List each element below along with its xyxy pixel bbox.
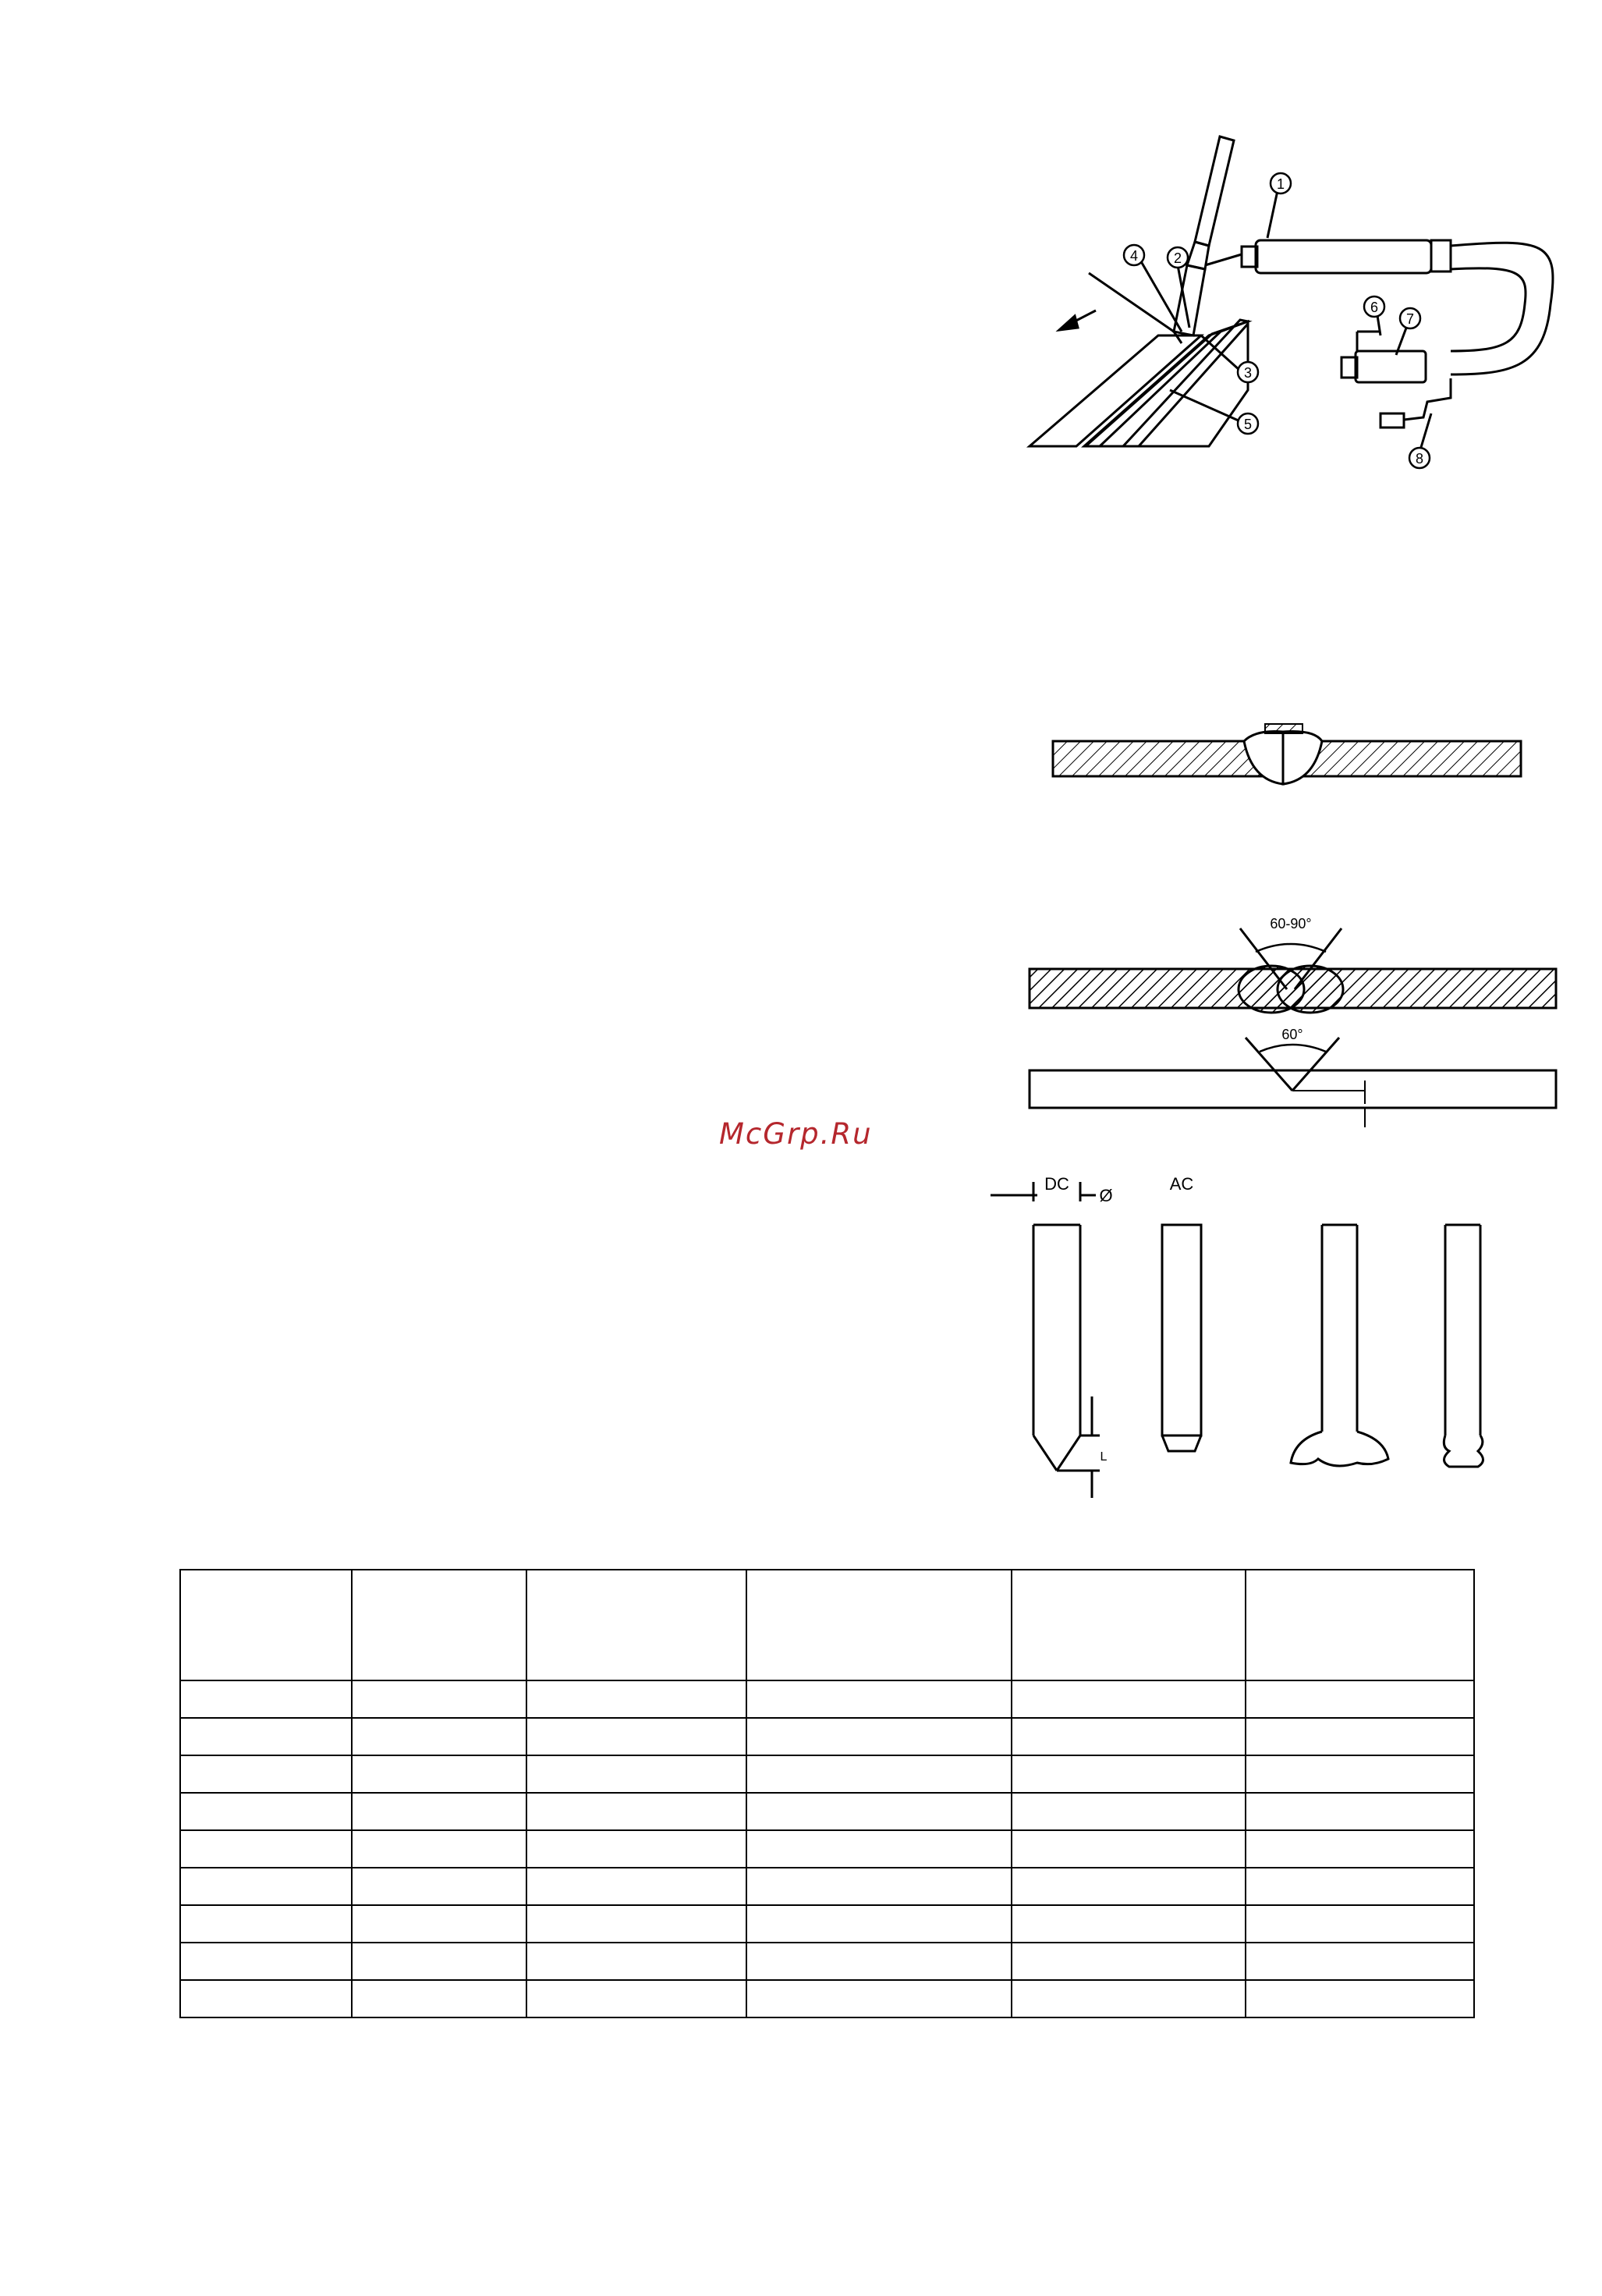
table-row xyxy=(180,1830,1474,1868)
table-cell xyxy=(1012,1570,1246,1680)
callout-1: 1 xyxy=(1276,176,1285,192)
callout-3: 3 xyxy=(1243,365,1253,381)
callout-4: 4 xyxy=(1129,248,1139,264)
groove-prep-figure xyxy=(1022,905,1568,1131)
label-dc: DC xyxy=(1044,1174,1069,1194)
table-cell xyxy=(180,1570,352,1680)
table-cell xyxy=(746,1570,1012,1680)
label-length: L xyxy=(1100,1450,1108,1464)
electrode-tips-figure xyxy=(967,1170,1560,1514)
callout-8: 8 xyxy=(1415,451,1424,467)
callout-6: 6 xyxy=(1370,300,1379,315)
table-row xyxy=(180,1868,1474,1905)
table-cell xyxy=(526,1570,746,1680)
angle-label-top: 60-90° xyxy=(1270,916,1312,932)
table-row xyxy=(180,1943,1474,1980)
table-row xyxy=(180,1718,1474,1755)
label-diameter: Ø xyxy=(1099,1186,1113,1205)
callout-7: 7 xyxy=(1405,311,1415,327)
callout-5: 5 xyxy=(1243,417,1253,432)
table-cell xyxy=(1246,1570,1474,1680)
table-header-row xyxy=(180,1570,1474,1680)
weld-bead-figure xyxy=(1045,710,1544,804)
table-row xyxy=(180,1980,1474,2017)
tig-torch-figure xyxy=(1014,109,1575,484)
angle-label-bottom: 60° xyxy=(1281,1027,1303,1042)
table-cell xyxy=(352,1570,526,1680)
empty-data-table xyxy=(179,1569,1475,2018)
callout-2: 2 xyxy=(1173,250,1182,266)
table-row xyxy=(180,1755,1474,1793)
table-row xyxy=(180,1905,1474,1943)
table-row xyxy=(180,1793,1474,1830)
label-ac: AC xyxy=(1169,1174,1194,1194)
watermark: McGrp.Ru xyxy=(719,1117,873,1151)
table-row xyxy=(180,1680,1474,1718)
